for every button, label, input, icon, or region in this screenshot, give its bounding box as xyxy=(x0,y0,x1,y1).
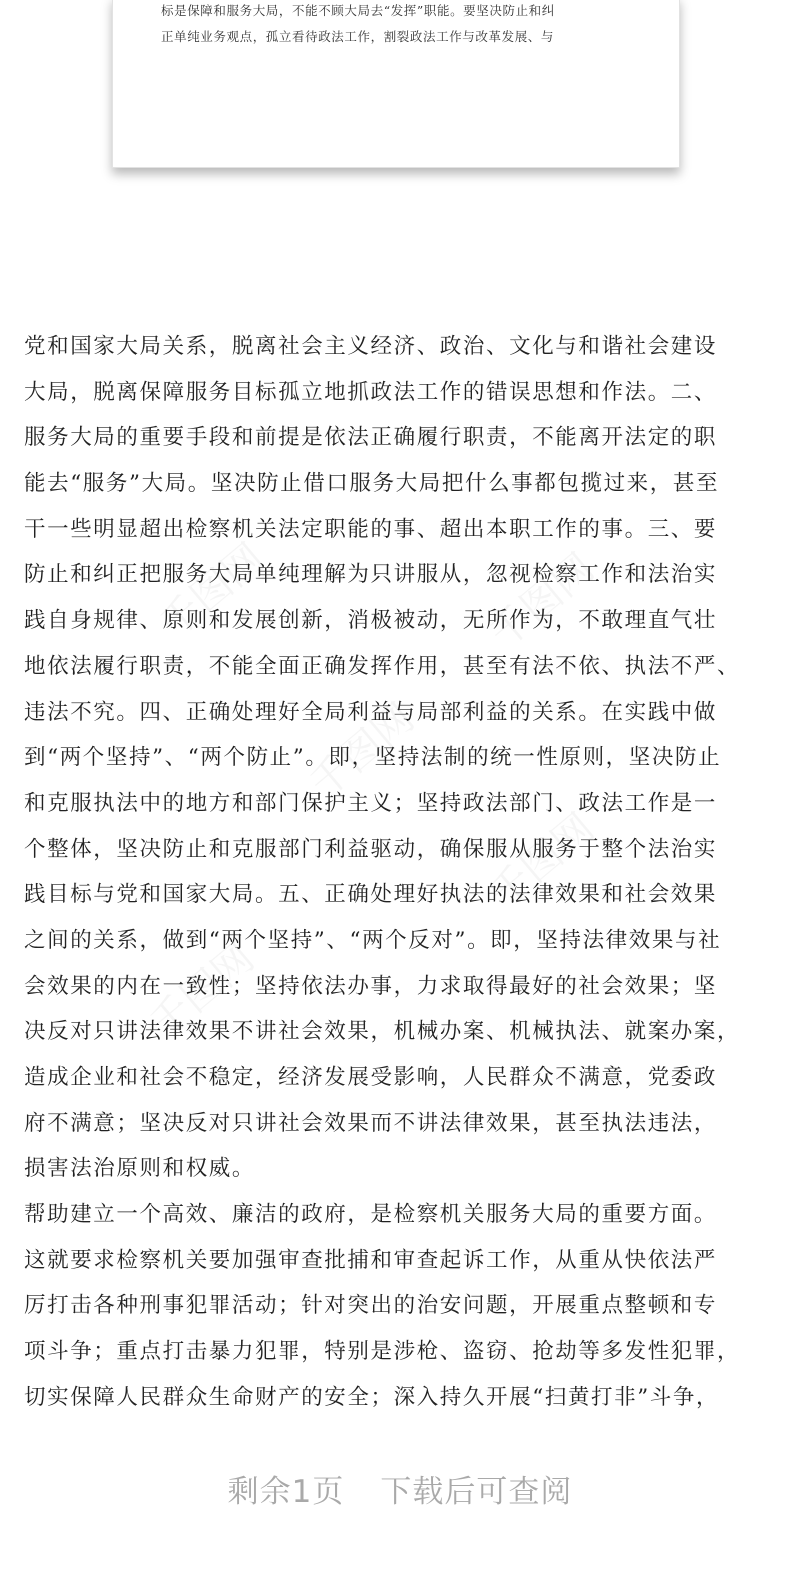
text-line: 践自身规律、原则和发展创新，消极被动，无所作为，不敢理直气壮 xyxy=(24,608,718,634)
text-line: 到“两个坚持”、“两个防止”。即，坚持法制的统一性原则，坚决防止 xyxy=(24,745,722,771)
preview-line: 正单纯业务观点，孤立看待政法工作，割裂政法工作与改革发展、与 xyxy=(161,29,555,44)
text-line: 党和国家大局关系，脱离社会主义经济、政治、文化与和谐社会建设 xyxy=(24,334,718,359)
text-line: 之间的关系，做到“两个坚持”、“两个反对”。即，坚持法律效果与社 xyxy=(24,927,722,953)
remaining-pages-text: 剩余1页 xyxy=(227,1474,345,1510)
text-line: 造成企业和社会不稳定，经济发展受影响，人民群众不满意，党委政 xyxy=(24,1065,718,1090)
text-line: 这就要求检察机关要加强审查批捕和审查起诉工作，从重从快依法严 xyxy=(24,1247,718,1273)
watermark-logo: 千图网 xyxy=(481,804,603,918)
text-line: 和克服执法中的地方和部门保护主义；坚持政法部门、政法工作是一 xyxy=(24,790,718,816)
text-line: 项斗争；重点打击暴力犯罪，特别是涉枪、盗窃、抢劫等多发性犯罪， xyxy=(24,1339,741,1365)
text-line: 大局，脱离保障服务目标孤立地抓政法工作的错误思想和作法。二、 xyxy=(24,379,718,405)
text-line: 会效果的内在一致性；坚持依法办事，力求取得最好的社会效果；坚 xyxy=(24,973,718,999)
text-line: 府不满意；坚决反对只讲社会效果而不讲法律效果，甚至执法违法， xyxy=(24,1110,718,1136)
text-line: 决反对只讲法律效果不讲社会效果，机械办案、机械执法、就案办案， xyxy=(24,1019,741,1045)
text-line: 厉打击各种刑事犯罪活动；针对突出的治安问题，开展重点整顿和专 xyxy=(24,1293,718,1319)
text-line: 地依法履行职责，不能全面正确发挥作用，甚至有法不依、执法不严、 xyxy=(24,653,741,679)
previous-page-preview xyxy=(112,0,680,168)
text-line: 违法不究。四、正确处理好全局利益与局部利益的关系。在实践中做 xyxy=(24,699,718,725)
watermark-logo: 千图网 xyxy=(141,934,263,1048)
watermark-logo: 千图网 xyxy=(301,694,423,808)
text-line: 防止和纠正把服务大局单纯理解为只讲服从，忽视检察工作和法治实 xyxy=(24,562,718,588)
download-to-view-text[interactable]: 下载后可查阅 xyxy=(380,1474,573,1510)
preview-line: 标是保障和服务大局，不能不顾大局去“发挥”职能。要坚决防止和纠 xyxy=(161,3,555,18)
download-prompt[interactable] xyxy=(0,1466,800,1511)
text-line: 切实保障人民群众生命财产的安全；深入持久开展“扫黄打非”斗争， xyxy=(24,1384,720,1410)
text-line: 个整体，坚决防止和克服部门利益驱动，确保服从服务于整个法治实 xyxy=(24,836,718,862)
document-body xyxy=(24,324,794,1421)
text-line: 帮助建立一个高效、廉洁的政府，是检察机关服务大局的重要方面。 xyxy=(24,1202,718,1228)
text-line: 损害法治原则和权威。 xyxy=(24,1156,256,1182)
text-line: 能去“服务”大局。坚决防止借口服务大局把什么事都包揽过来，甚至 xyxy=(24,471,720,497)
watermark-logo: 千图网 xyxy=(151,534,273,648)
text-line: 服务大局的重要手段和前提是依法正确履行职责，不能离开法定的职 xyxy=(24,425,718,451)
text-line: 践目标与党和国家大局。五、正确处理好执法的法律效果和社会效果 xyxy=(24,882,718,908)
text-line: 干一些明显超出检察机关法定职能的事、超出本职工作的事。三、要 xyxy=(24,516,718,542)
watermark-logo: 千图网 xyxy=(481,544,603,658)
